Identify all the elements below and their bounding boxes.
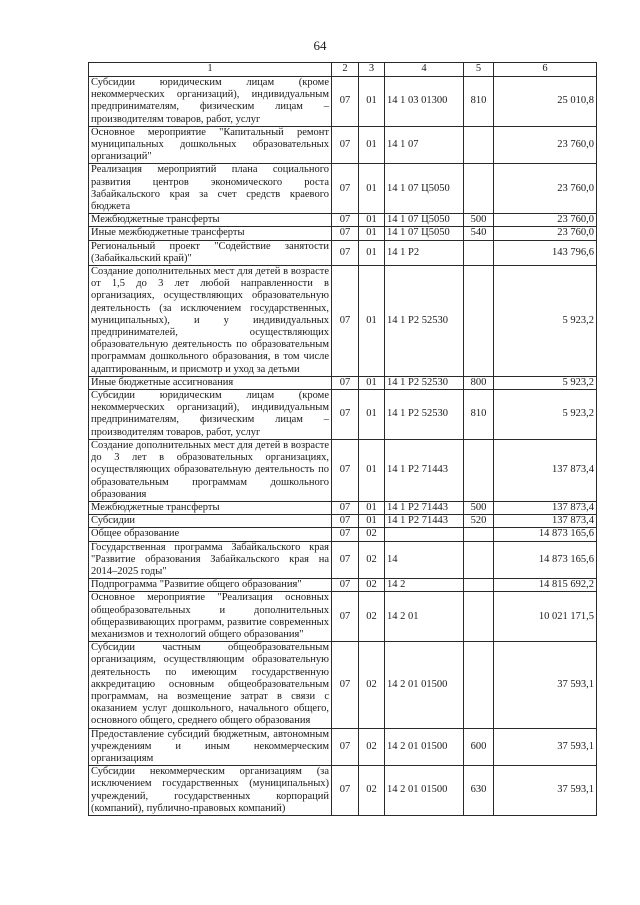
row-name: Создание дополнительных мест для детей в возрасте от 1,5 до 3 лет любой направленности в организациях, осуществляющих образовательную деятельность (за исключением государственных, муниципальных), и у индивидуальных предпринимателей, осуществляющих образовательную деятельность по образовательным программам дошкольного образования, в том числе адаптированным, и присмотр и уход за детьми <box>89 266 332 377</box>
row-target-article: 14 1 03 01300 <box>385 77 464 127</box>
row-expense-type <box>464 164 494 214</box>
row-target-article: 14 2 01 01500 <box>385 728 464 766</box>
row-target-article: 14 2 <box>385 579 464 592</box>
row-amount: 14 815 692,2 <box>494 579 597 592</box>
row-amount: 137 873,4 <box>494 439 597 501</box>
row-amount: 14 873 165,6 <box>494 528 597 541</box>
budget-table <box>88 62 597 816</box>
row-name: Основное мероприятие "Капитальный ремонт муниципальных дошкольных образовательных организаций" <box>89 126 332 164</box>
row-subsection: 01 <box>359 77 385 127</box>
row-target-article: 14 2 01 01500 <box>385 642 464 728</box>
row-section: 07 <box>332 766 359 816</box>
row-subsection: 01 <box>359 164 385 214</box>
row-subsection: 02 <box>359 528 385 541</box>
row-subsection: 01 <box>359 515 385 528</box>
row-subsection: 01 <box>359 227 385 240</box>
row-section: 07 <box>332 214 359 227</box>
row-subsection: 01 <box>359 266 385 377</box>
row-name: Подпрограмма "Развитие общего образования" <box>89 579 332 592</box>
row-expense-type: 810 <box>464 77 494 127</box>
row-target-article: 14 1 07 <box>385 126 464 164</box>
row-name: Реализация мероприятий плана социального развития центров экономического роста Забайкальского края за счет средств краевого бюджета <box>89 164 332 214</box>
row-expense-type <box>464 126 494 164</box>
row-subsection: 01 <box>359 501 385 514</box>
table-row <box>89 376 597 389</box>
row-section: 07 <box>332 515 359 528</box>
row-amount: 10 021 171,5 <box>494 592 597 642</box>
table-row <box>89 592 597 642</box>
row-name: Общее образование <box>89 528 332 541</box>
row-expense-type: 630 <box>464 766 494 816</box>
row-target-article: 14 2 01 01500 <box>385 766 464 816</box>
row-target-article: 14 1 P2 71443 <box>385 439 464 501</box>
row-section: 07 <box>332 126 359 164</box>
row-section: 07 <box>332 390 359 440</box>
row-amount: 137 873,4 <box>494 515 597 528</box>
row-section: 07 <box>332 227 359 240</box>
row-expense-type <box>464 528 494 541</box>
header-col-5: 5 <box>464 63 494 77</box>
row-subsection: 01 <box>359 214 385 227</box>
row-name: Субсидии частным общеобразовательным организациям, осуществляющим образовательную деятельность по имеющим государственную аккредитацию основным общеобразовательным программам, на возмещение затрат в связи с оказанием услуг дошкольного, начального общего, основного общего, среднего общего образования <box>89 642 332 728</box>
row-target-article: 14 1 P2 52530 <box>385 390 464 440</box>
row-amount: 5 923,2 <box>494 266 597 377</box>
row-subsection: 01 <box>359 126 385 164</box>
row-name: Создание дополнительных мест для детей в возрасте до 3 лет в образовательных организациях, осуществляющих образовательную деятельность по образовательным программам дошкольного образования <box>89 439 332 501</box>
row-subsection: 02 <box>359 728 385 766</box>
row-section: 07 <box>332 501 359 514</box>
row-target-article: 14 1 P2 71443 <box>385 515 464 528</box>
row-name: Иные бюджетные ассигнования <box>89 376 332 389</box>
row-section: 07 <box>332 439 359 501</box>
table-row <box>89 501 597 514</box>
row-name: Субсидии некоммерческим организациям (за исключением государственных (муниципальных) учреждений, государственных корпораций (компаний), публично-правовых компаний) <box>89 766 332 816</box>
header-col-3: 3 <box>359 63 385 77</box>
table-row <box>89 390 597 440</box>
table-row <box>89 642 597 728</box>
header-col-2: 2 <box>332 63 359 77</box>
row-amount: 143 796,6 <box>494 240 597 265</box>
table-row <box>89 214 597 227</box>
row-name: Субсидии юридическим лицам (кроме некоммерческих организаций), индивидуальным предпринимателям, физическим лицам – производителям товаров, работ, услуг <box>89 390 332 440</box>
row-target-article: 14 1 07 Ц5050 <box>385 227 464 240</box>
row-name: Субсидии <box>89 515 332 528</box>
row-name: Межбюджетные трансферты <box>89 214 332 227</box>
row-name: Иные межбюджетные трансферты <box>89 227 332 240</box>
row-amount: 25 010,8 <box>494 77 597 127</box>
row-amount: 37 593,1 <box>494 728 597 766</box>
table-row <box>89 579 597 592</box>
row-expense-type: 500 <box>464 214 494 227</box>
row-section: 07 <box>332 164 359 214</box>
row-subsection: 01 <box>359 240 385 265</box>
row-target-article: 14 1 07 Ц5050 <box>385 214 464 227</box>
row-expense-type <box>464 541 494 579</box>
row-subsection: 02 <box>359 766 385 816</box>
row-amount: 23 760,0 <box>494 214 597 227</box>
row-target-article: 14 1 P2 71443 <box>385 501 464 514</box>
row-amount: 37 593,1 <box>494 766 597 816</box>
table-row <box>89 541 597 579</box>
page-number: 64 <box>313 38 327 53</box>
row-name: Предоставление субсидий бюджетным, автономным учреждениям и иным некоммерческим организациям <box>89 728 332 766</box>
row-amount: 23 760,0 <box>494 164 597 214</box>
row-section: 07 <box>332 376 359 389</box>
table-row <box>89 439 597 501</box>
row-target-article: 14 1 07 Ц5050 <box>385 164 464 214</box>
table-row <box>89 126 597 164</box>
table-row <box>89 164 597 214</box>
row-amount: 5 923,2 <box>494 376 597 389</box>
table-row <box>89 240 597 265</box>
row-expense-type <box>464 240 494 265</box>
row-amount: 14 873 165,6 <box>494 541 597 579</box>
row-expense-type: 520 <box>464 515 494 528</box>
row-section: 07 <box>332 240 359 265</box>
row-target-article: 14 1 P2 52530 <box>385 266 464 377</box>
row-section: 07 <box>332 642 359 728</box>
table-row <box>89 77 597 127</box>
row-subsection: 02 <box>359 541 385 579</box>
table-row <box>89 515 597 528</box>
row-target-article: 14 <box>385 541 464 579</box>
row-target-article: 14 1 P2 52530 <box>385 376 464 389</box>
header-col-4: 4 <box>385 63 464 77</box>
row-name: Основное мероприятие "Реализация основных общеобразовательных и дополнительных общеразвивающих программ, развитие современных механизмов и технологий общего образования" <box>89 592 332 642</box>
row-subsection: 02 <box>359 642 385 728</box>
row-target-article: 14 1 P2 <box>385 240 464 265</box>
header-col-6: 6 <box>494 63 597 77</box>
row-amount: 37 593,1 <box>494 642 597 728</box>
table-row <box>89 766 597 816</box>
row-subsection: 02 <box>359 592 385 642</box>
row-expense-type <box>464 266 494 377</box>
row-section: 07 <box>332 541 359 579</box>
row-name: Субсидии юридическим лицам (кроме некоммерческих организаций), индивидуальным предпринимателям, физическим лицам – производителям товаров, работ, услуг <box>89 77 332 127</box>
row-section: 07 <box>332 728 359 766</box>
table-row <box>89 266 597 377</box>
table-header-row <box>89 63 597 77</box>
table-row <box>89 728 597 766</box>
row-section: 07 <box>332 266 359 377</box>
row-section: 07 <box>332 77 359 127</box>
table-row <box>89 528 597 541</box>
header-col-1: 1 <box>89 63 332 77</box>
row-name: Региональный проект "Содействие занятости (Забайкальский край)" <box>89 240 332 265</box>
row-expense-type <box>464 642 494 728</box>
row-section: 07 <box>332 579 359 592</box>
row-subsection: 01 <box>359 376 385 389</box>
row-expense-type: 500 <box>464 501 494 514</box>
row-expense-type <box>464 439 494 501</box>
row-expense-type: 810 <box>464 390 494 440</box>
row-section: 07 <box>332 592 359 642</box>
row-expense-type <box>464 592 494 642</box>
row-expense-type: 540 <box>464 227 494 240</box>
row-expense-type <box>464 579 494 592</box>
row-section: 07 <box>332 528 359 541</box>
row-amount: 23 760,0 <box>494 126 597 164</box>
row-amount: 5 923,2 <box>494 390 597 440</box>
row-name: Межбюджетные трансферты <box>89 501 332 514</box>
row-target-article <box>385 528 464 541</box>
row-name: Государственная программа Забайкальского края "Развитие образования Забайкальского края на 2014–2025 годы" <box>89 541 332 579</box>
row-expense-type: 800 <box>464 376 494 389</box>
row-subsection: 01 <box>359 439 385 501</box>
row-amount: 137 873,4 <box>494 501 597 514</box>
row-subsection: 02 <box>359 579 385 592</box>
table-row <box>89 227 597 240</box>
row-subsection: 01 <box>359 390 385 440</box>
row-expense-type: 600 <box>464 728 494 766</box>
row-target-article: 14 2 01 <box>385 592 464 642</box>
row-amount: 23 760,0 <box>494 227 597 240</box>
